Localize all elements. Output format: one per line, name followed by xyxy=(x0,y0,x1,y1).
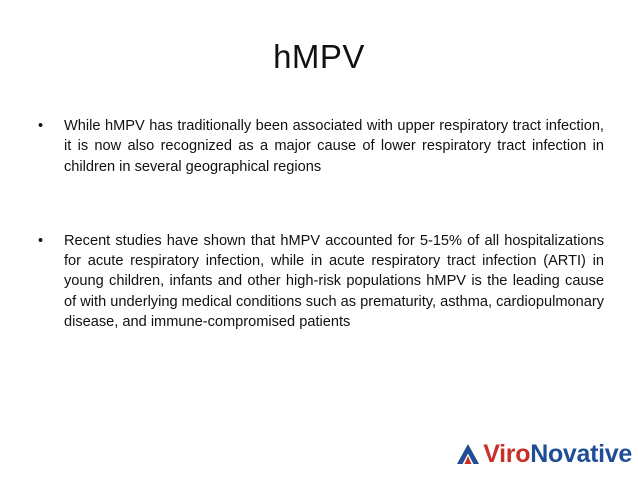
logo-wordmark xyxy=(483,440,632,469)
bullet-marker: • xyxy=(38,118,44,134)
bullet-marker: • xyxy=(38,232,44,249)
vironovative-logo xyxy=(456,438,632,470)
bullet-text: Recent studies have shown that hMPV accounted for 5-15% of all hospitalizations for acute respiratory infection, while in acute respiratory tract infection (ARTI) in young children, infants and other high-risk populations hMPV is the leading cause of with underlying medical conditions such as prematurity, asthma, cardiopulmonary disease, and immune-compromised patients xyxy=(64,232,604,331)
logo-text-novative: Novative xyxy=(530,439,632,468)
slide-title: hMPV xyxy=(273,38,365,75)
bullet-item xyxy=(38,231,604,332)
chevron-logo-icon xyxy=(456,442,480,466)
bullet-list xyxy=(38,116,604,332)
logo-text-viro: Viro xyxy=(483,439,531,468)
bullet-item xyxy=(38,116,604,177)
bullet-text: While hMPV has traditionally been associated with upper respiratory tract infection, it is now also recognized as a major cause of lower respiratory tract infection in children in several geographical regions xyxy=(64,118,604,175)
